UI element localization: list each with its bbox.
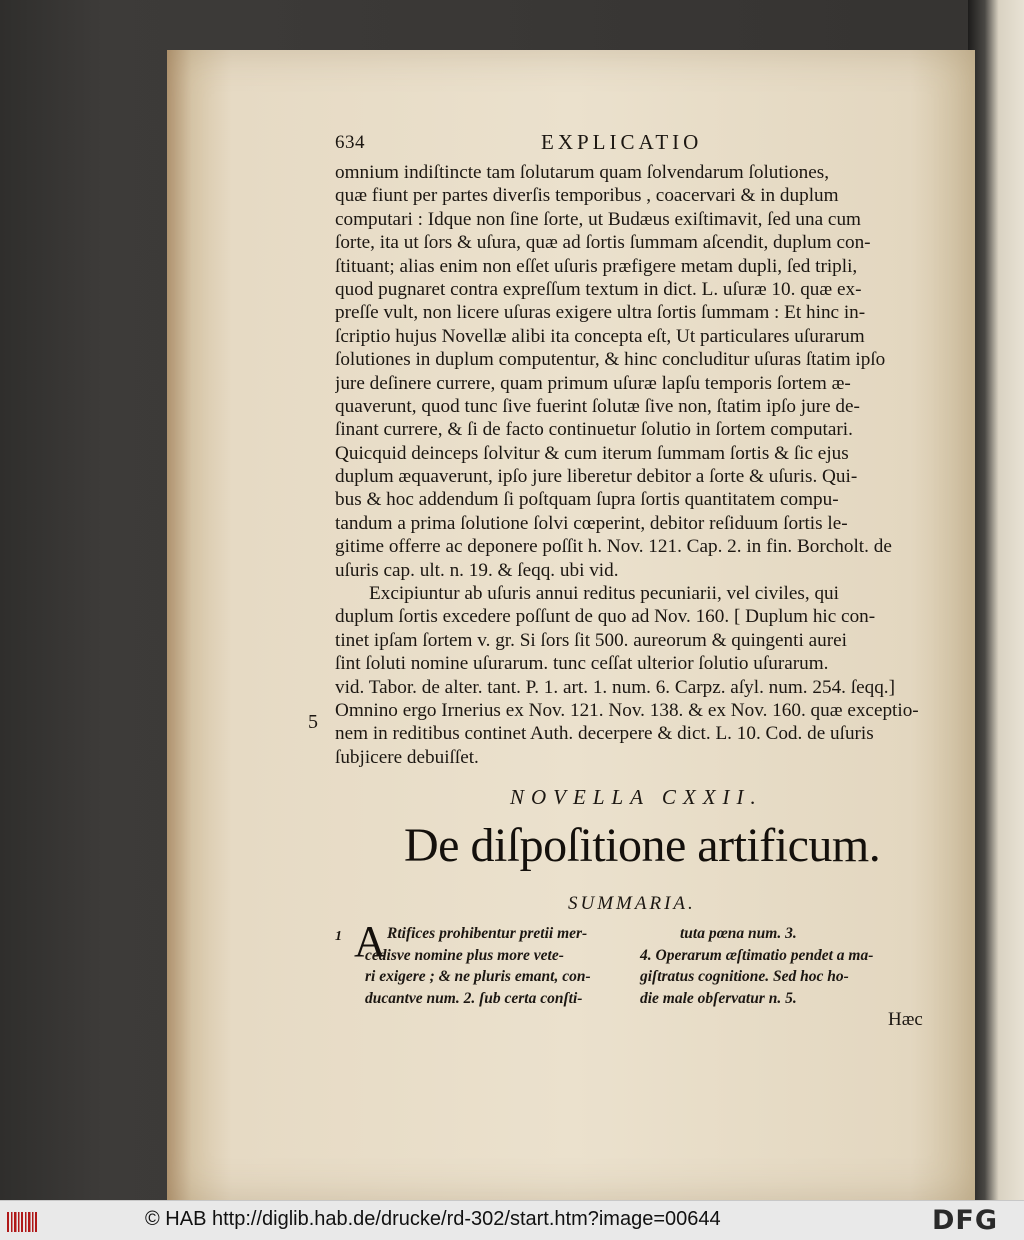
summary-line: tuta pœna num. 3. <box>680 925 797 942</box>
text-line: computari : Idque non ſine ſorte, ut Budæus exiſtimavit, ſed una cum <box>335 208 861 230</box>
summary-line: ri exigere ; & ne pluris emant, con- <box>365 968 591 985</box>
text-line: ſorte, ita ut ſors & uſura, quæ ad ſortis ſummam aſcendit, duplum con- <box>335 232 871 254</box>
text-line: ſtituant; alias enim non eſſet uſuris præfigere metam dupli, ſed tripli, <box>335 255 858 277</box>
summary-marker: 1 <box>335 929 342 944</box>
running-head <box>335 130 935 160</box>
text-line: Omnino ergo Irnerius ex Nov. 121. Nov. 138. & ex Nov. 160. quæ exceptio- <box>335 699 919 721</box>
text-line: ſint ſoluti nomine uſurarum. tunc ceſſat ulterior ſolutio uſurarum. <box>335 653 829 675</box>
text-line: tandum a prima ſolutione ſolvi cœperint, debitor reſiduum ſortis le- <box>335 512 848 534</box>
text-line: uſuris cap. ult. n. 19. & ſeqq. ubi vid. <box>335 559 619 581</box>
running-title: EXPLICATIO <box>541 130 703 154</box>
body-text <box>335 161 935 769</box>
text-line: ſinant currere, & ſi de facto continuetur ſolutio in ſortem computari. <box>335 419 853 441</box>
text-line: bus & hoc addendum ſi poſtquam ſupra ſortis quantitatem compu- <box>335 489 839 511</box>
footer-bar <box>0 1200 1024 1240</box>
text-line: Excipiuntur ab uſuris annui reditus pecuniarii, vel civiles, qui <box>369 583 839 605</box>
text-line: preſſe vult, non licere uſuras exigere ultra ſortis ſummam : Et hinc in- <box>335 302 866 324</box>
dfg-logo: DFG <box>932 1205 999 1236</box>
text-line: ſolutiones in duplum computentur, & hinc concluditur uſuras ſtatim ipſo <box>335 349 886 371</box>
hab-barcode-logo-icon <box>6 1209 40 1235</box>
text-line: duplum æquaverunt, ipſo jure liberetur debitor a ſorte & uſuris. Qui- <box>335 466 858 488</box>
summary-line: giſtratus cognitione. Sed hoc ho- <box>640 968 849 985</box>
text-line: ſubjicere debuiſſet. <box>335 746 479 768</box>
text-line: ſcriptio hujus Novellæ alibi ita concepta eſt, Ut particulares uſurarum <box>335 325 865 347</box>
drop-cap-letter: A <box>354 917 386 966</box>
text-line: vid. Tabor. de alter. tant. P. 1. art. 1. num. 6. Carpz. aſyl. num. 254. ſeqq.] <box>335 676 895 698</box>
text-line: quæ fiunt per partes diverſis temporibus , coacervari & in duplum <box>335 185 839 207</box>
text-line: duplum ſortis excedere poſſunt de quo ad Nov. 160. [ Duplum hic con- <box>335 606 876 628</box>
text-line: nem in reditibus continet Auth. decerpere & dict. L. 10. Cod. de uſuris <box>335 723 874 745</box>
novella-heading: NOVELLA CXXII. <box>510 785 763 809</box>
text-line: omnium indiſtincte tam ſolutarum quam ſolvendarum ſolutiones, <box>335 162 830 183</box>
text-line: gitime offerre ac deponere poſſit h. Nov. 121. Cap. 2. in fin. Borcholt. de <box>335 536 892 558</box>
text-line: quaverunt, quod tunc ſive fuerint ſolutæ ſive non, ſtatim ipſo jure de- <box>335 395 860 417</box>
catchword: Hæc <box>888 1009 923 1030</box>
margin-numeral: 5 <box>308 711 318 733</box>
summaria-heading: SUMMARIA. <box>568 893 696 914</box>
summary-right-column <box>640 923 940 1009</box>
text-line: jure deſinere currere, quam primum uſuræ lapſu temporis ſortem æ- <box>335 372 851 394</box>
page-number: 634 <box>335 132 365 153</box>
text-line: Quicquid deinceps ſolvitur & cum iterum ſummam ſortis & ſic ejus <box>335 442 849 464</box>
summary-line: Rtifices prohibentur pretii mer- <box>387 925 588 942</box>
summary-line: 4. Operarum æſtimatio pendet a ma- <box>640 946 874 964</box>
footer-copyright-link[interactable]: © HAB http://diglib.hab.de/drucke/rd-302/start.htm?image=00644 <box>145 1208 721 1230</box>
summary-left-column <box>335 923 635 1009</box>
chapter-title: De diſpoſitione artificum. <box>404 819 881 872</box>
adjacent-page-edge <box>968 0 1024 1200</box>
summary-line: die male obſervatur n. 5. <box>640 989 797 1007</box>
summary-line: ducantve num. 2. ſub certa conſti- <box>365 989 583 1007</box>
summary-line: cedisve nomine plus more vete- <box>365 946 564 964</box>
text-line: tinet ipſam ſortem v. gr. Si ſors ſit 500. aureorum & quingenti aurei <box>335 629 847 651</box>
text-line: quod pugnaret contra expreſſum textum in dict. L. uſuræ 10. quæ ex- <box>335 278 862 300</box>
